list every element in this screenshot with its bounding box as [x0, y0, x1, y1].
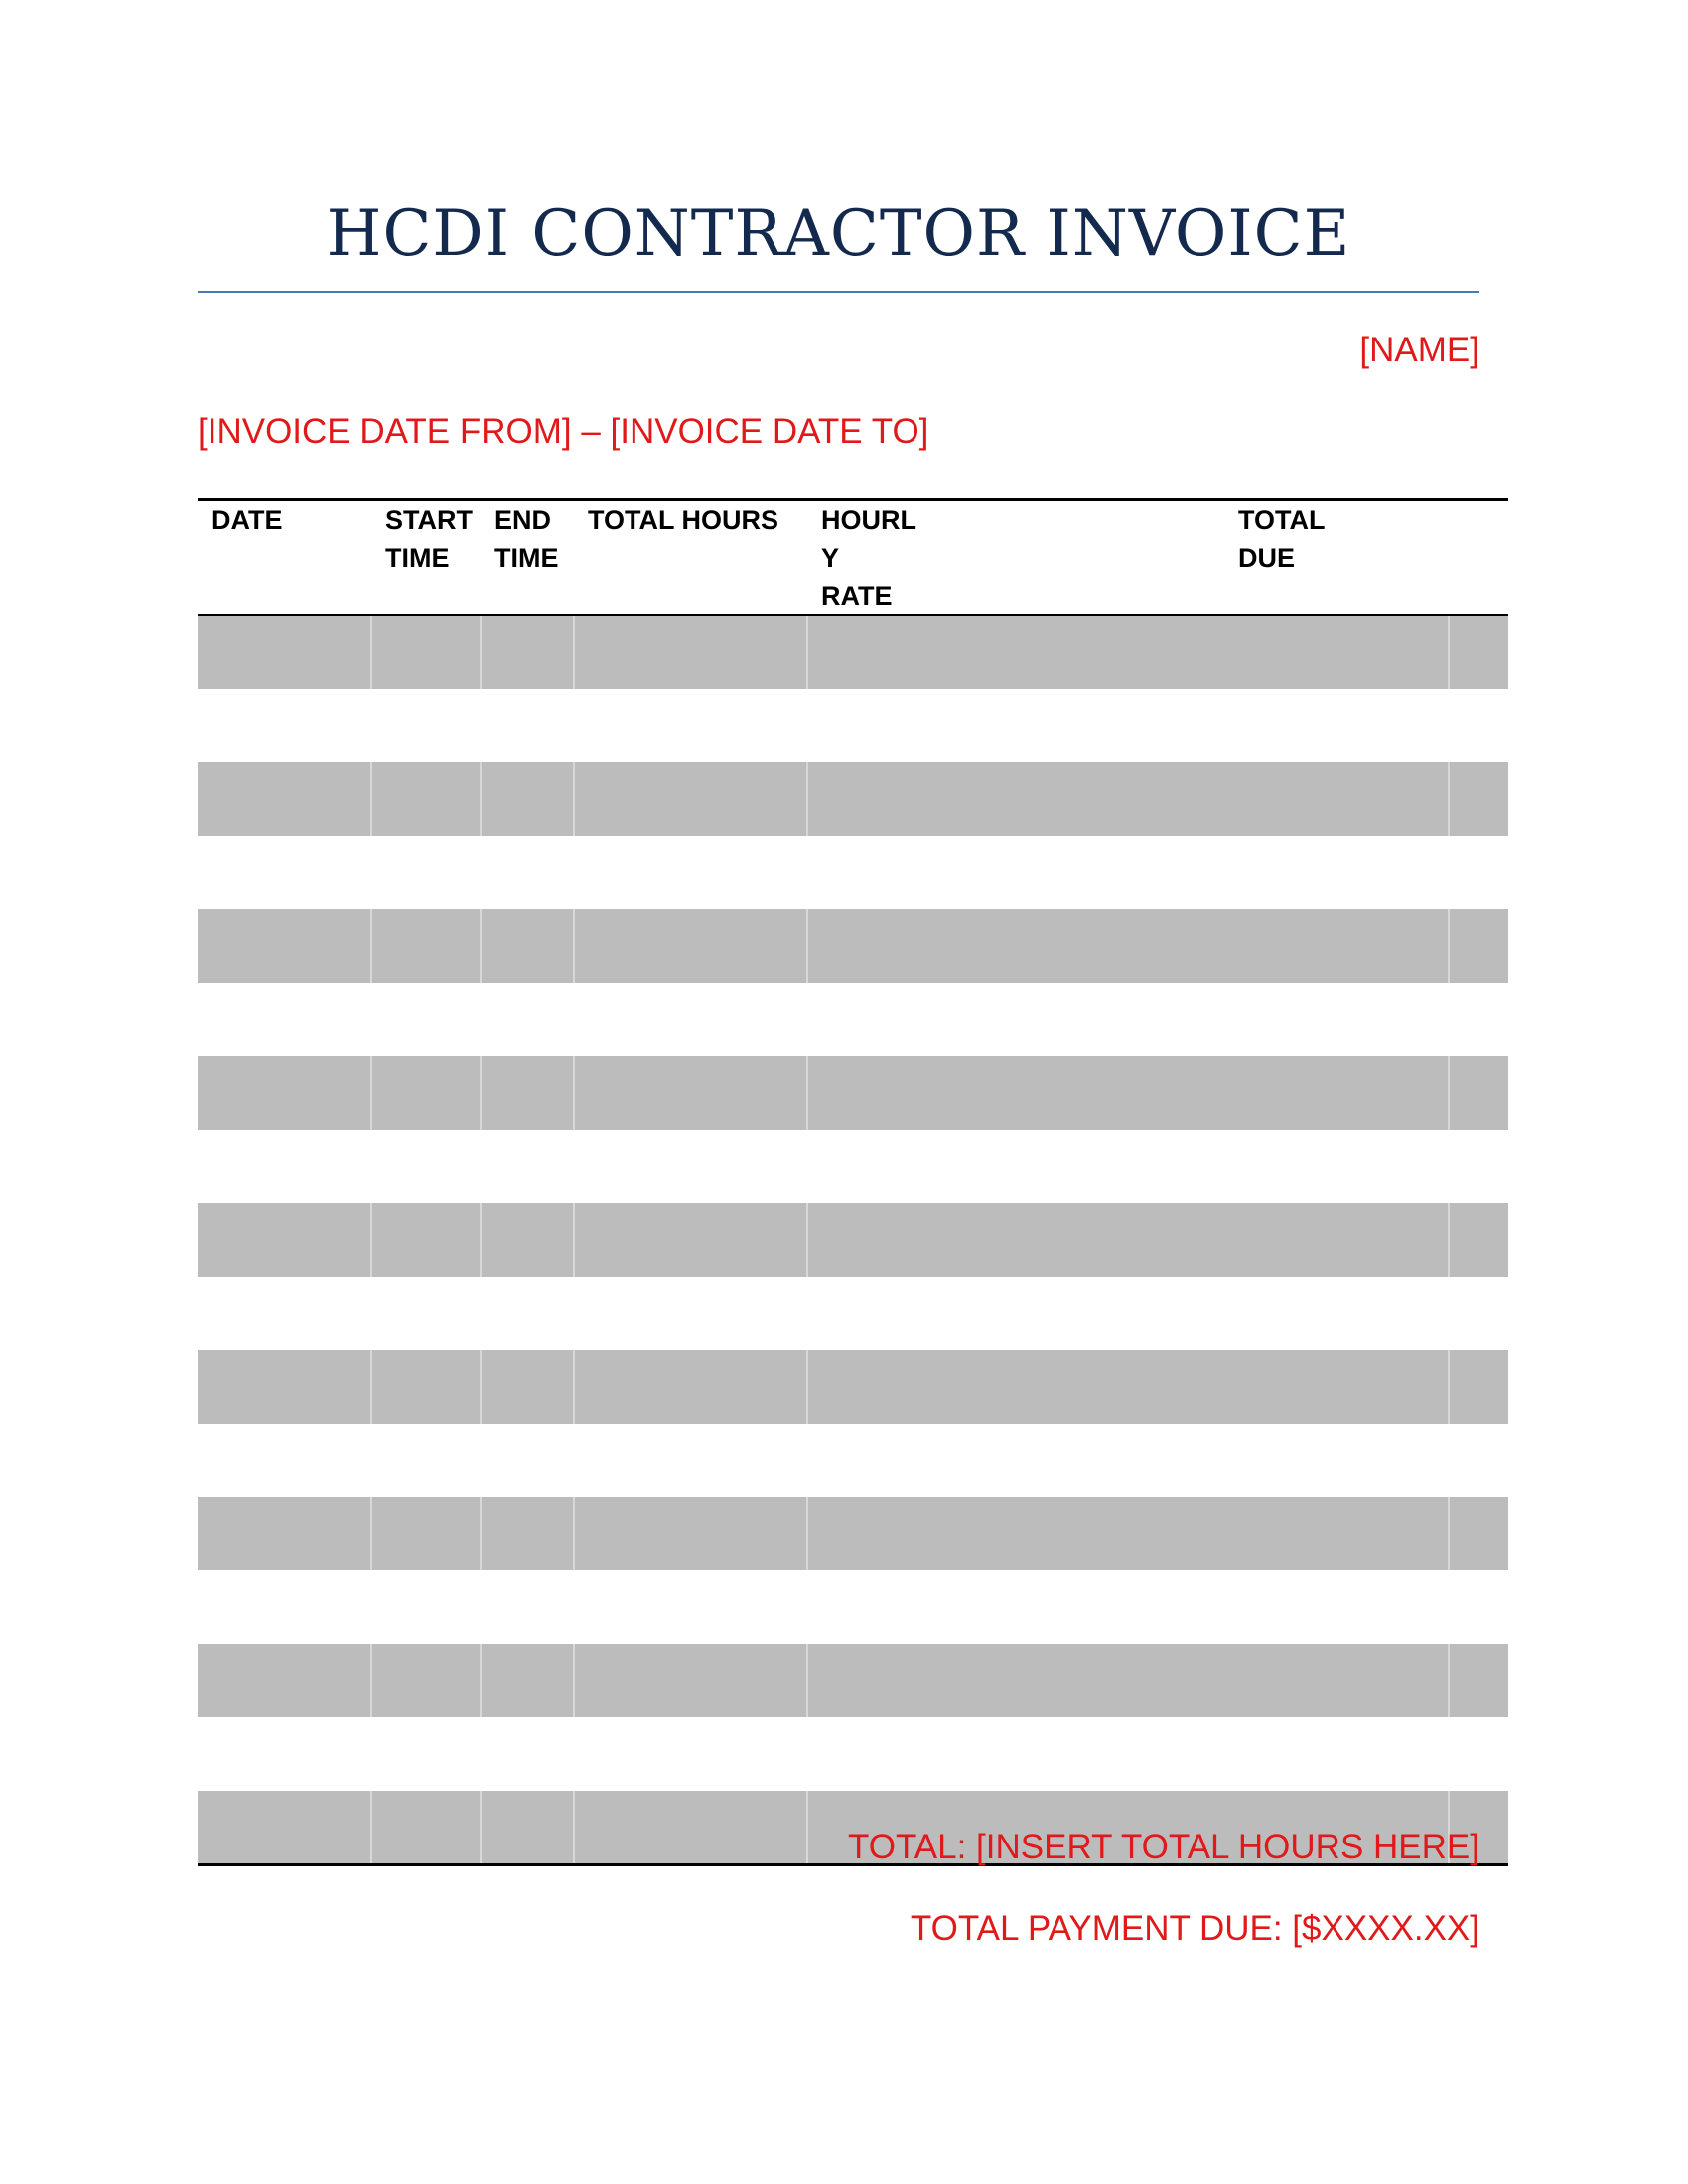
end-time-cell[interactable] — [481, 1350, 574, 1424]
rate-due-cell[interactable] — [807, 1350, 1449, 1424]
invoice-date-range[interactable]: [INVOICE DATE FROM] – [INVOICE DATE TO] — [198, 412, 929, 451]
table-spacer-row — [198, 689, 1508, 762]
total-hours-cell[interactable] — [574, 1350, 807, 1424]
spacer-cell — [198, 1424, 1508, 1497]
table-row — [198, 1203, 1508, 1277]
table-row — [198, 1350, 1508, 1424]
table-row — [198, 762, 1508, 836]
extra-cell[interactable] — [1449, 1056, 1508, 1130]
table-spacer-row — [198, 1570, 1508, 1644]
spacer-cell — [198, 1570, 1508, 1644]
invoice-table — [198, 498, 1508, 1866]
table-spacer-row — [198, 983, 1508, 1056]
extra-cell[interactable] — [1449, 909, 1508, 983]
table-row — [198, 1497, 1508, 1570]
rate-due-cell[interactable] — [807, 1056, 1449, 1130]
start-time-cell[interactable] — [371, 1203, 481, 1277]
date-cell[interactable] — [198, 1350, 371, 1424]
start-time-cell[interactable] — [371, 615, 481, 689]
extra-cell[interactable] — [1449, 762, 1508, 836]
end-time-cell[interactable] — [481, 762, 574, 836]
extra-cell[interactable] — [1449, 1497, 1508, 1570]
start-time-cell[interactable] — [371, 1644, 481, 1717]
start-time-cell[interactable] — [371, 909, 481, 983]
table-row — [198, 909, 1508, 983]
header-total-due: TOTAL DUE — [1224, 500, 1449, 616]
total-hours-cell[interactable] — [574, 762, 807, 836]
total-payment-field[interactable]: TOTAL PAYMENT DUE: [$XXXX.XX] — [910, 1909, 1479, 1948]
table-spacer-row — [198, 1277, 1508, 1350]
extra-cell[interactable] — [1449, 1203, 1508, 1277]
end-time-cell[interactable] — [481, 615, 574, 689]
spacer-cell — [198, 689, 1508, 762]
rate-due-cell[interactable] — [807, 909, 1449, 983]
total-hours-cell[interactable] — [574, 1791, 807, 1864]
total-hours-cell[interactable] — [574, 615, 807, 689]
invoice-table-container — [198, 498, 1508, 1866]
table-spacer-row — [198, 1717, 1508, 1791]
total-hours-cell[interactable] — [574, 1203, 807, 1277]
table-header-row — [198, 500, 1508, 616]
spacer-cell — [198, 983, 1508, 1056]
table-spacer-row — [198, 836, 1508, 909]
date-cell[interactable] — [198, 615, 371, 689]
header-start-time: START TIME — [371, 500, 481, 616]
rate-due-cell[interactable] — [807, 762, 1449, 836]
header-blank — [1449, 500, 1508, 616]
header-date: DATE — [198, 500, 371, 616]
header-end-time: END TIME — [481, 500, 574, 616]
start-time-cell[interactable] — [371, 762, 481, 836]
total-hours-cell[interactable] — [574, 1056, 807, 1130]
end-time-cell[interactable] — [481, 1644, 574, 1717]
date-cell[interactable] — [198, 909, 371, 983]
rate-due-cell[interactable] — [807, 1203, 1449, 1277]
title-divider — [198, 291, 1479, 293]
spacer-cell — [198, 1717, 1508, 1791]
date-cell[interactable] — [198, 1791, 371, 1864]
table-row — [198, 1056, 1508, 1130]
extra-cell[interactable] — [1449, 615, 1508, 689]
spacer-cell — [198, 1130, 1508, 1203]
end-time-cell[interactable] — [481, 1056, 574, 1130]
date-cell[interactable] — [198, 1644, 371, 1717]
date-cell[interactable] — [198, 1056, 371, 1130]
contractor-name-field[interactable]: [NAME] — [1359, 331, 1479, 369]
date-cell[interactable] — [198, 762, 371, 836]
start-time-cell[interactable] — [371, 1350, 481, 1424]
rate-due-cell[interactable] — [807, 1497, 1449, 1570]
invoice-title: HCDI CONTRACTOR INVOICE — [326, 198, 1351, 271]
end-time-cell[interactable] — [481, 1791, 574, 1864]
total-hours-field[interactable]: TOTAL: [INSERT TOTAL HOURS HERE] — [848, 1828, 1479, 1866]
spacer-cell — [198, 1277, 1508, 1350]
spacer-cell — [198, 836, 1508, 909]
header-total-hours: TOTAL HOURS — [574, 500, 807, 616]
table-row — [198, 1644, 1508, 1717]
start-time-cell[interactable] — [371, 1056, 481, 1130]
table-spacer-row — [198, 1424, 1508, 1497]
extra-cell[interactable] — [1449, 1350, 1508, 1424]
total-hours-cell[interactable] — [574, 1497, 807, 1570]
invoice-table-body — [198, 615, 1508, 1864]
total-hours-cell[interactable] — [574, 1644, 807, 1717]
extra-cell[interactable] — [1449, 1644, 1508, 1717]
header-hourly-rate: HOURL Y RATE — [807, 500, 1224, 616]
end-time-cell[interactable] — [481, 909, 574, 983]
start-time-cell[interactable] — [371, 1497, 481, 1570]
date-cell[interactable] — [198, 1497, 371, 1570]
table-spacer-row — [198, 1130, 1508, 1203]
table-row — [198, 615, 1508, 689]
end-time-cell[interactable] — [481, 1497, 574, 1570]
start-time-cell[interactable] — [371, 1791, 481, 1864]
rate-due-cell[interactable] — [807, 1644, 1449, 1717]
total-hours-cell[interactable] — [574, 909, 807, 983]
rate-due-cell[interactable] — [807, 615, 1449, 689]
date-cell[interactable] — [198, 1203, 371, 1277]
end-time-cell[interactable] — [481, 1203, 574, 1277]
